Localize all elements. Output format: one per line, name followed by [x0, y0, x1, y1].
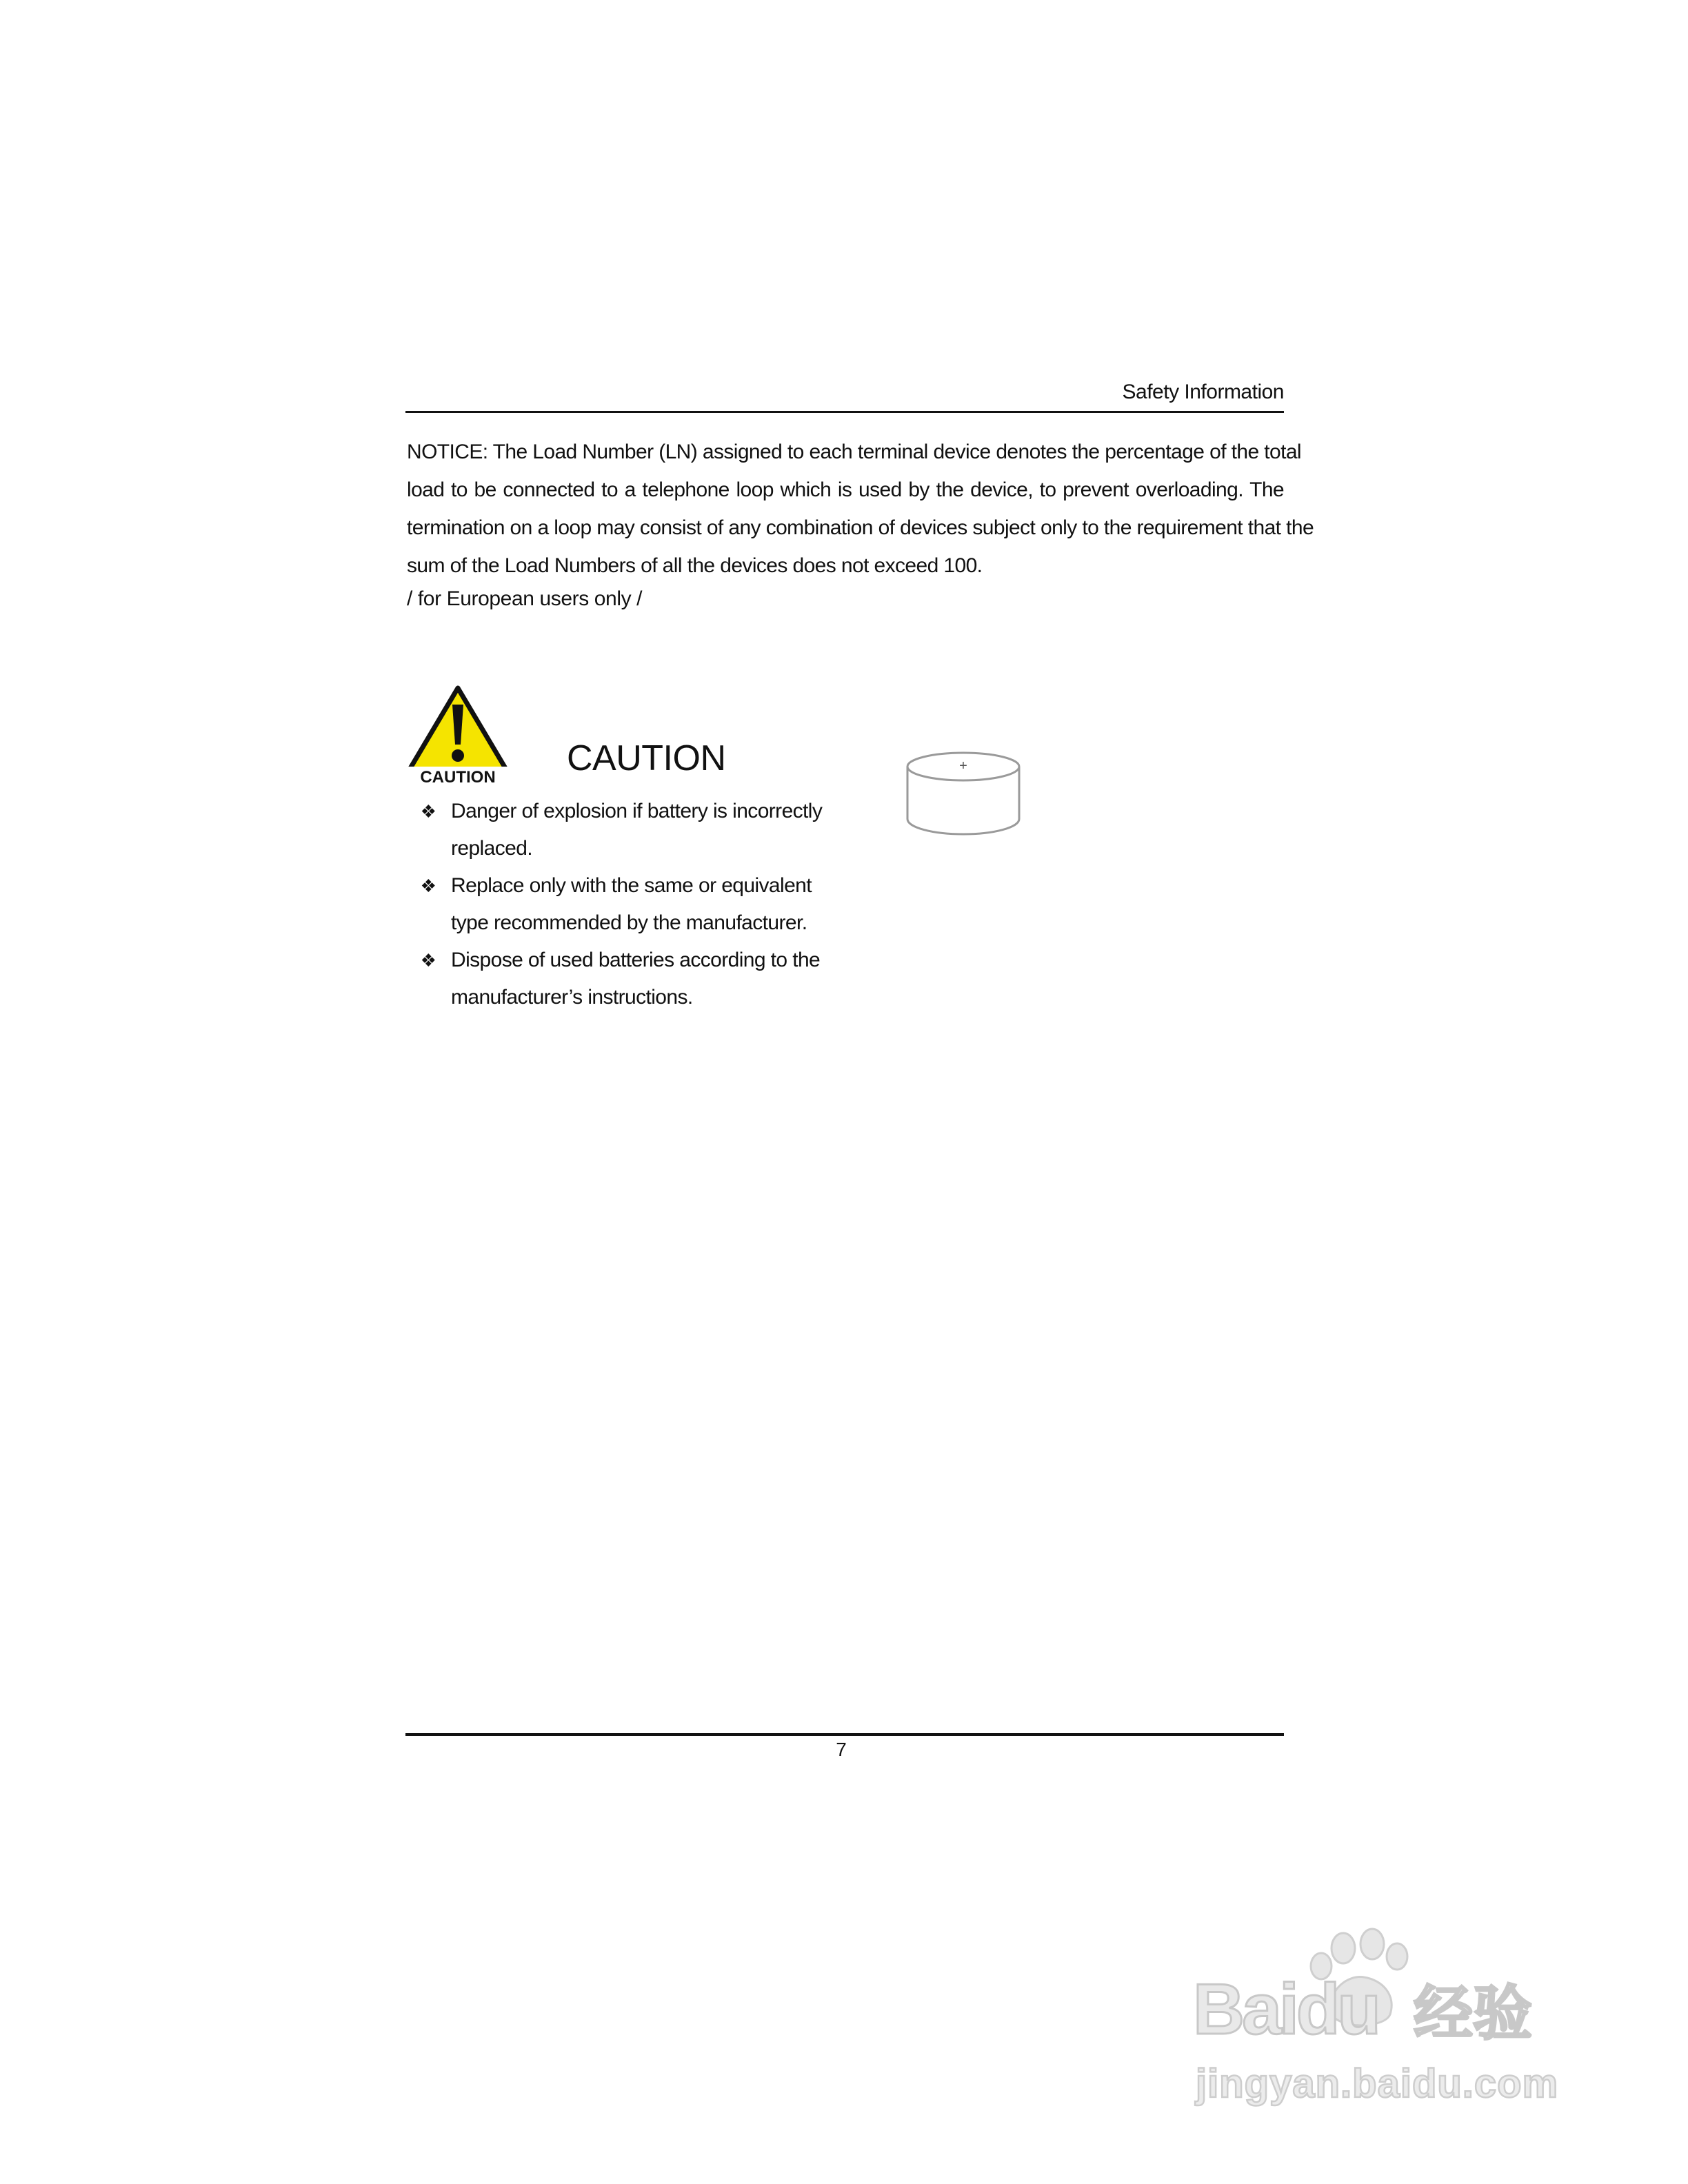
notice-line: sum of the Load Numbers of all the devices does not exceed 100.: [407, 554, 983, 577]
bullet-diamond-icon: ❖: [420, 950, 436, 971]
bullet-text-line: Replace only with the same or equivalent: [451, 874, 812, 897]
list-item: [416, 793, 913, 867]
watermark-brand: Baidu: [1193, 1970, 1378, 2050]
header-rule: [405, 411, 1284, 413]
caution-heading: CAUTION: [567, 738, 726, 778]
page-number: 7: [836, 1739, 847, 1760]
watermark-brand-cn: 经验: [1414, 1979, 1532, 2048]
list-item: [416, 942, 913, 1016]
bullet-diamond-icon: ❖: [420, 801, 436, 822]
bullet-text-line: replaced.: [451, 837, 533, 860]
running-header-title: Safety Information: [1122, 381, 1284, 403]
coin-battery-icon: [905, 751, 1022, 841]
notice-paragraph: [407, 433, 1314, 585]
bullet-diamond-icon: ❖: [420, 876, 436, 896]
bullet-text-line: type recommended by the manufacturer.: [451, 911, 807, 934]
bullet-text-line: Dispose of used batteries according to the: [451, 949, 821, 971]
notice-line: NOTICE: The Load Number (LN) assigned to each terminal device denotes the percentage of the total: [407, 441, 1302, 463]
bullet-text-line: manufacturer’s instructions.: [451, 986, 693, 1009]
list-item: [416, 867, 913, 942]
notice-line: load to be connected to a telephone loop which is used by the device, to prevent overloading. The: [407, 478, 1284, 501]
battery-plus-terminal: +: [959, 758, 967, 774]
notice-line: termination on a loop may consist of any combination of devices subject only to the requirement that the: [407, 516, 1314, 539]
caution-bullet-list: [416, 793, 913, 1016]
caution-warning-icon: [405, 684, 510, 786]
footer-rule: [405, 1733, 1284, 1736]
baidu-paw-logo: [1186, 1923, 1586, 2116]
watermark-url: jingyan.baidu.com: [1196, 2061, 1559, 2106]
caution-icon-label: CAUTION: [420, 768, 496, 786]
european-users-note: / for European users only /: [407, 587, 643, 610]
bullet-text-line: Danger of explosion if battery is incorrectly: [451, 800, 823, 822]
